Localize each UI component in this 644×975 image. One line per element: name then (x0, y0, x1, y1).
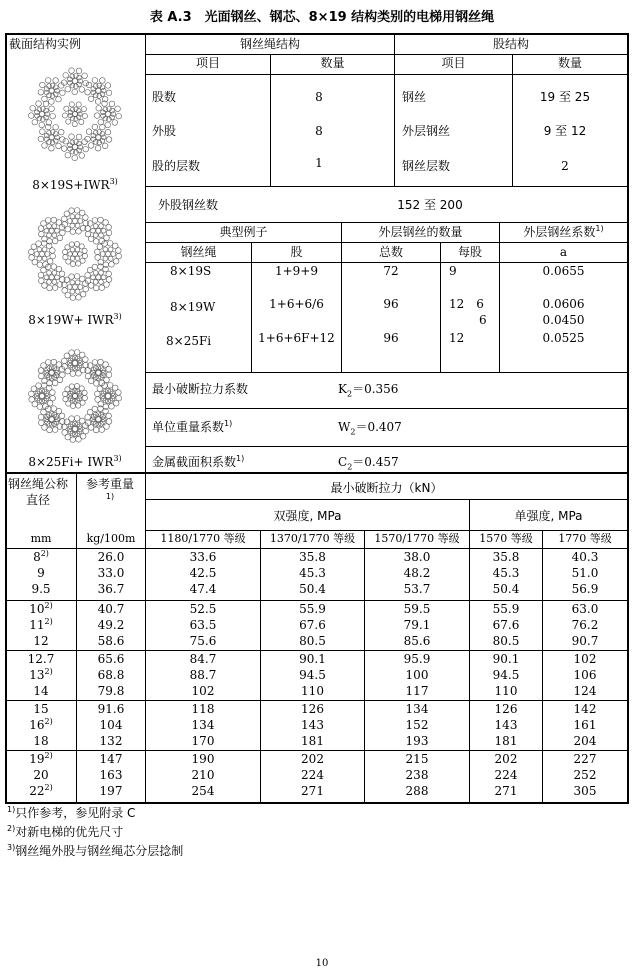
value-cell: 197 (99, 784, 123, 798)
value-cell: 147 (99, 752, 123, 766)
value-cell: 95.9 (403, 652, 431, 666)
example-a: 0.0525 (542, 331, 585, 345)
value-cell: 143 (494, 718, 518, 732)
value-cell: 40.3 (571, 550, 599, 564)
value-cell: 90.7 (571, 634, 599, 648)
value-cell: 110 (301, 684, 324, 698)
strand-col-header: 股 (290, 245, 303, 259)
value-cell: 75.6 (189, 634, 217, 648)
note: $^{3)}$钢丝绳外股与钢丝绳芯分层捻制 (7, 843, 184, 858)
page-number: 10 (315, 958, 329, 969)
value-cell: 52.5 (189, 602, 217, 616)
rope-qty-header: 数量 (320, 56, 345, 70)
value-cell: 161 (573, 718, 597, 732)
rope-qty: 8 (315, 90, 323, 104)
value-cell: 181 (301, 734, 324, 748)
factor-value: $W_2=0.407$ (338, 420, 402, 437)
value-cell: 124 (573, 684, 597, 698)
value-cell: 288 (405, 784, 429, 798)
value-cell: 49.2 (97, 618, 125, 632)
value-cell: 84.7 (189, 652, 217, 666)
value-cell: 305 (573, 784, 597, 798)
example-label-2: $8\times 19W+ IWR^{3)}$ (28, 312, 122, 327)
outer-coef-header: 外层钢丝系数$^{1)}$ (523, 224, 604, 239)
unit-cell: 1570/1770 等级 (374, 532, 460, 545)
value-cell: 50.4 (299, 582, 326, 596)
value-cell: 33.6 (189, 550, 217, 564)
value-cell: 36.7 (97, 582, 125, 596)
single-strength-header: 单强度, MPa (514, 509, 583, 523)
value-cell: 190 (191, 752, 215, 766)
rope-item: 股数 (152, 90, 177, 104)
value-cell: 90.1 (299, 652, 326, 666)
rope-cross-section-8x19s (27, 66, 123, 162)
h-rule (145, 222, 628, 223)
example-strand: 1+6+6F+12 (258, 331, 335, 345)
example-label-3: $8\times 25Fi+ IWR^{3)}$ (28, 454, 122, 469)
diameter-cell: 12 (33, 634, 49, 648)
value-cell: 163 (99, 768, 123, 782)
strand-item: 外层钢丝 (402, 124, 451, 138)
h-rule (145, 530, 628, 531)
value-cell: 102 (573, 652, 597, 666)
factor-label: 金属截面积系数$^{1)}$ (152, 454, 245, 469)
h-rule (5, 472, 628, 474)
outer-count-header: 外层钢丝的数量 (378, 225, 463, 239)
diameter-cell: 19$^{2)}$ (29, 751, 53, 766)
diameter-cell: 22$^{2)}$ (29, 783, 53, 798)
value-cell: 134 (191, 718, 215, 732)
rope-item: 外股 (152, 124, 177, 138)
factor-label: 单位重量系数$^{1)}$ (152, 419, 233, 434)
h-rule (5, 650, 628, 651)
h-rule (145, 186, 628, 187)
v-rule (440, 242, 441, 372)
value-cell: 48.2 (403, 566, 431, 580)
strand-qty: 9 至 12 (543, 124, 587, 138)
value-cell: 271 (494, 784, 518, 798)
breaking-force-header: 最小破断拉力（kN） (330, 481, 443, 495)
value-cell: 58.6 (97, 634, 125, 648)
total-col-header: 总数 (378, 245, 403, 259)
value-cell: 204 (573, 734, 597, 748)
unit-cell: 1570 等级 (479, 532, 533, 545)
value-cell: 26.0 (97, 550, 125, 564)
value-cell: 215 (405, 752, 429, 766)
diameter-cell: 20 (33, 768, 49, 782)
h-rule (5, 33, 628, 35)
value-cell: 79.1 (403, 618, 431, 632)
h-rule (145, 372, 628, 373)
value-cell: 85.6 (403, 634, 431, 648)
diameter-cell: 9 (37, 566, 45, 580)
example-per-2: 6 (479, 313, 487, 327)
example-strand: 1+9+9 (274, 264, 318, 278)
diameter-cell: 15 (33, 702, 49, 716)
factor-value: $K_2=0.356$ (338, 382, 399, 399)
value-cell: 55.9 (299, 602, 326, 616)
rope-col-header: 钢丝绳 (180, 245, 217, 259)
value-cell: 254 (191, 784, 215, 798)
example-per: 12 6 (449, 297, 484, 311)
unit-cell: 1370/1770 等级 (269, 532, 356, 545)
value-cell: 45.3 (299, 566, 326, 580)
value-cell: 38.0 (403, 550, 431, 564)
strand-structure-header: 股结构 (492, 37, 529, 51)
unit-cell: kg/100m (86, 532, 136, 545)
value-cell: 80.5 (299, 634, 326, 648)
example-strand: 1+6+6/6 (269, 297, 324, 311)
example-per: 12 (449, 331, 465, 345)
h-rule (5, 548, 628, 549)
diameter-cell: 18 (33, 734, 49, 748)
value-cell: 142 (573, 702, 597, 716)
typical-example-header: 典型例子 (219, 225, 268, 239)
value-cell: 118 (191, 702, 215, 716)
value-cell: 132 (99, 734, 123, 748)
value-cell: 104 (99, 718, 123, 732)
note: $^{2)}$对新电梯的优先尺寸 (7, 824, 124, 839)
diameter-cell: 11$^{2)}$ (29, 617, 53, 632)
strand-item: 钢丝 (402, 90, 427, 104)
cross-section-header: 截面结构实例 (9, 37, 82, 51)
value-cell: 100 (405, 668, 429, 682)
value-cell: 68.8 (97, 668, 125, 682)
dual-strength-header: 双强度, MPa (273, 509, 342, 523)
value-cell: 252 (573, 768, 597, 782)
h-rule (145, 499, 628, 500)
outer-wires-value: 152 至 200 (397, 198, 463, 212)
factor-label: 最小破断拉力系数 (152, 382, 249, 396)
unit-cell: 1180/1770 等级 (160, 532, 246, 545)
value-cell: 63.5 (189, 618, 217, 632)
diameter-cell: 10$^{2)}$ (29, 601, 53, 616)
note: $^{1)}$只作参考，参见附录 C (7, 805, 136, 820)
value-cell: 67.6 (299, 618, 326, 632)
strand-qty: 19 至 25 (539, 90, 591, 104)
a-col-header: a (559, 245, 568, 259)
h-rule (145, 262, 628, 263)
h-rule (145, 54, 628, 55)
value-cell: 33.0 (97, 566, 125, 580)
example-total: 72 (383, 264, 399, 278)
diameter-cell: 16$^{2)}$ (29, 717, 53, 732)
diameter-cell: 12.7 (27, 652, 55, 666)
factor-value: $C_2=0.457$ (338, 455, 399, 472)
example-total: 96 (383, 297, 399, 311)
value-cell: 181 (494, 734, 518, 748)
value-cell: 35.8 (492, 550, 520, 564)
h-rule (5, 600, 628, 601)
example-a: 0.0606 (542, 297, 585, 311)
rope-item-header: 项目 (195, 56, 220, 70)
value-cell: 134 (405, 702, 429, 716)
value-cell: 40.7 (97, 602, 125, 616)
weight-header: 参考重量$^{1)}$ (85, 477, 134, 501)
unit-cell: 1770 等级 (558, 532, 612, 545)
value-cell: 65.6 (97, 652, 125, 666)
rope-structure-header: 钢丝绳结构 (239, 37, 300, 51)
rope-item: 股的层数 (152, 159, 201, 173)
value-cell: 50.4 (492, 582, 520, 596)
table-caption: 表 A.3 光面钢丝、钢芯、8×19 结构类别的电梯用钢丝绳 (149, 10, 495, 25)
value-cell: 143 (301, 718, 324, 732)
v-rule (627, 33, 629, 804)
value-cell: 67.6 (492, 618, 520, 632)
value-cell: 94.5 (299, 668, 326, 682)
rope-qty: 1 (315, 156, 323, 170)
h-rule (145, 408, 628, 409)
h-rule (5, 750, 628, 751)
h-rule (145, 446, 628, 447)
value-cell: 56.9 (571, 582, 599, 596)
value-cell: 106 (573, 668, 597, 682)
value-cell: 88.7 (189, 668, 217, 682)
value-cell: 55.9 (492, 602, 520, 616)
value-cell: 126 (494, 702, 518, 716)
value-cell: 227 (573, 752, 597, 766)
strand-item: 钢丝层数 (402, 159, 451, 173)
unit-cell: mm (30, 532, 52, 545)
rope-qty: 8 (315, 124, 323, 138)
value-cell: 59.5 (403, 602, 431, 616)
h-rule (5, 700, 628, 701)
value-cell: 224 (494, 768, 518, 782)
value-cell: 117 (405, 684, 429, 698)
value-cell: 238 (405, 768, 429, 782)
example-rope: 8×19S (170, 264, 212, 278)
value-cell: 76.2 (571, 618, 599, 632)
value-cell: 45.3 (492, 566, 520, 580)
rope-cross-section-8x19w (27, 206, 123, 302)
example-rope: 8×25Fi (166, 334, 212, 348)
value-cell: 102 (191, 684, 215, 698)
example-a: 0.0655 (542, 264, 585, 278)
value-cell: 53.7 (403, 582, 431, 596)
example-per: 9 (449, 264, 457, 278)
h-rule (5, 802, 628, 804)
example-total: 96 (383, 331, 399, 345)
value-cell: 193 (405, 734, 429, 748)
value-cell: 202 (494, 752, 518, 766)
value-cell: 79.8 (97, 684, 125, 698)
example-label-1: $8\times 19S+IWR^{3)}$ (32, 177, 118, 192)
example-a-2: 0.0450 (542, 313, 585, 327)
value-cell: 271 (301, 784, 324, 798)
h-rule (145, 242, 628, 243)
rope-cross-section-8x25fi (27, 348, 123, 444)
value-cell: 210 (191, 768, 215, 782)
value-cell: 202 (301, 752, 324, 766)
h-rule (145, 74, 628, 75)
value-cell: 170 (191, 734, 215, 748)
strand-item-header: 项目 (441, 56, 466, 70)
per-strand-col-header: 每股 (457, 245, 482, 259)
value-cell: 91.6 (97, 702, 125, 716)
diameter-cell: 8$^{2)}$ (33, 549, 49, 564)
value-cell: 90.1 (492, 652, 520, 666)
diameter-cell: 13$^{2)}$ (29, 667, 53, 682)
value-cell: 94.5 (492, 668, 520, 682)
diameter-cell: 14 (33, 684, 49, 698)
value-cell: 35.8 (299, 550, 326, 564)
diameter-cell: 9.5 (31, 582, 51, 596)
value-cell: 152 (405, 718, 429, 732)
value-cell: 63.0 (571, 602, 599, 616)
value-cell: 224 (301, 768, 324, 782)
value-cell: 126 (301, 702, 324, 716)
value-cell: 42.5 (189, 566, 217, 580)
strand-qty: 2 (561, 159, 569, 173)
value-cell: 80.5 (492, 634, 520, 648)
value-cell: 110 (494, 684, 518, 698)
value-cell: 51.0 (571, 566, 599, 580)
value-cell: 47.4 (189, 582, 217, 596)
strand-qty-header: 数量 (557, 56, 582, 70)
outer-wires-label: 外股钢丝数 (158, 198, 219, 212)
diameter-header: 钢丝绳公称直径 (7, 477, 68, 507)
example-rope: 8×19W (170, 300, 216, 314)
